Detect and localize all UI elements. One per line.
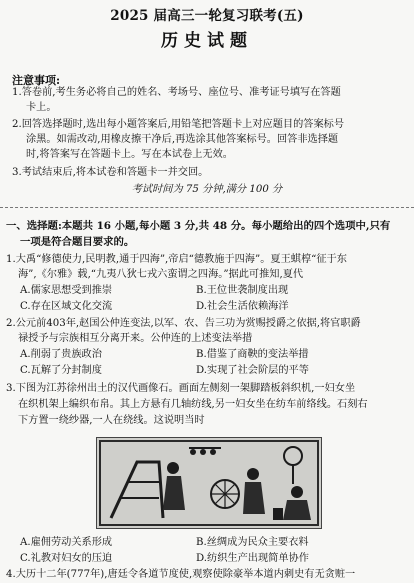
divider-line [0, 207, 414, 208]
question-1-stem: 1.大禹“修德使力,民明教,通于四海”,帝启“德教施于四海”。夏王蜞椁“征于东 [6, 254, 347, 265]
note-line: 涂黑。如需改动,用橡皮擦干净后,再选涂其他答案标号。回答非选择题 [26, 134, 339, 145]
question-1-option-b: B.王位世袭制度出现 [196, 285, 289, 296]
note-line: 3.考试结束后,将本试卷和答题卡一并交回。 [12, 167, 209, 178]
subject-title: 历史试题 [161, 31, 253, 51]
han-stone-relief-image [96, 437, 322, 529]
question-3-stem: 下方置一绕纱器,一人在绕线。这说明当时 [18, 415, 205, 426]
question-3-option-b: B.丝绸成为民众主要衣料 [196, 537, 309, 548]
question-2-stem: 2.公元前403年,赵国公仲连变法,以军、农、告三功为赏赐授爵之依据,将官职爵 [6, 318, 361, 329]
question-2-option-c: C.瓦解了分封制度 [20, 365, 102, 376]
question-3-option-c: C.礼教对妇女的压迫 [20, 553, 113, 564]
question-4-stem: 4.大历十二年(777年),唐廷令各道节度使,观察使除豪举本道内刺史有无贪赃一 [6, 569, 356, 580]
relief-illustration [97, 438, 321, 528]
notes-heading: 注意事项: [12, 74, 61, 87]
note-line: 时,将答案写在答题卡上。写在本试卷上无效。 [26, 149, 233, 160]
question-1-option-c: C.存在区域文化交流 [20, 301, 113, 312]
question-3-option-a: A.雇佣劳动关系形成 [20, 537, 113, 548]
question-3-stem: 3.下图为江苏徐州出土的汉代画像石。画面左侧刻一架脚踏板斜织机,一妇女坐 [6, 383, 356, 394]
note-line: 2.回答选择题时,选出每小题答案后,用铅笔把答题卡上对应题目的答案标号 [12, 119, 345, 130]
exam-time-line: 考试时间为 75 分钟,满分 100 分 [131, 184, 283, 195]
question-2-option-b: B.借鉴了商鞅的变法举措 [196, 349, 309, 360]
question-3-stem: 在织机架上编织布帛。其上方悬有几轴纺线,另一妇女坐在纺车前络线。石刻右 [18, 399, 368, 410]
note-line: 卡上。 [26, 102, 57, 113]
question-1-option-d: D.社会生活依赖海洋 [196, 301, 289, 312]
question-2-stem: 禄授予与宗族相互分离开来。公仲连的上述变法举措 [18, 333, 253, 344]
question-3-option-d: D.纺织生产出现简单协作 [196, 553, 309, 564]
question-1-stem: 海”,《尔雅》载,“九夷八狄七戎六蛮谓之四海。”据此可推知,夏代 [18, 269, 304, 280]
question-1-option-a: A.儒家思想受到推崇 [20, 285, 113, 296]
note-line: 1.答卷前,考生务必将自己的姓名、考场号、座位号、准考证号填写在答题 [12, 87, 341, 98]
exam-title: 2025 届高三一轮复习联考(五) [110, 8, 304, 24]
question-2-option-d: D.实现了社会阶层的平等 [196, 365, 309, 376]
section-instruction: 一项是符合题目要求的。 [20, 236, 135, 248]
section-instruction: 一、选择题:本题共 16 小题,每小题 3 分,共 48 分。每小题给出的四个选项中,只有 [6, 220, 391, 232]
question-2-option-a: A.削弱了贵族政治 [20, 349, 102, 360]
